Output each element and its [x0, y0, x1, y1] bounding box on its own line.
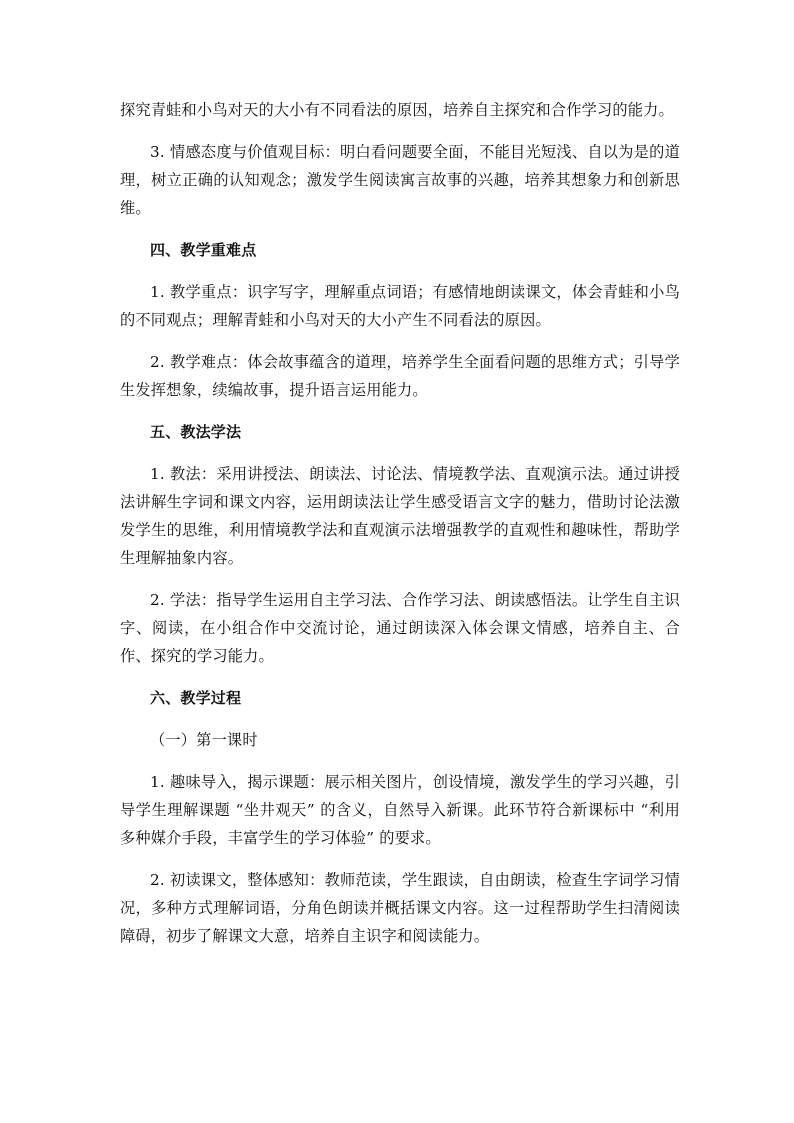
paragraph-teaching-methods: 1. 教法：采用讲授法、朗读法、讨论法、情境教学法、直观演示法。通过讲授法讲解生字词和课文内容，运用朗读法让学生感受语言文字的魅力，借助讨论法激发学生的思维，利用情境教学法和直观演示法增强教学的直观性和趣味性，帮助学生理解抽象内容。 — [120, 465, 680, 567]
paragraph-step-2: 2. 初读课文，整体感知：教师范读，学生跟读，自由朗读，检查生字词学习情况，多种方式理解词语，分角色朗读并概括课文内容。这一过程帮助学生扫清阅读障碍，初步了解课文大意，培养自主识字和阅读能力。 — [120, 871, 680, 945]
heading-key-difficulties: 四、教学重难点 — [150, 241, 257, 259]
paragraph-step-1: 1. 趣味导入，揭示课题：展示相关图片，创设情境，激发学生的学习兴趣，引导学生理解课题 “坐井观天” 的含义，自然导入新课。此环节符合新课标中 “利用多种媒介手段，丰富学生的学习体验” 的要求。 — [120, 773, 680, 847]
document-page — [120, 96, 680, 950]
paragraph-learning-methods: 2. 学法：指导学生运用自主学习法、合作学习法、朗读感悟法。让学生自主识字、阅读，在小组合作中交流讨论，通过朗读深入体会课文情感，培养自主、合作、探究的学习能力。 — [120, 591, 680, 665]
heading-methods: 五、教法学法 — [150, 423, 242, 441]
subheading-first-lesson: （一）第一课时 — [150, 731, 258, 749]
paragraph-goal-2-continuation: 探究青蛙和小鸟对天的大小有不同看法的原因，培养自主探究和合作学习的能力。 — [120, 101, 674, 119]
paragraph-difficulties: 2. 教学难点：体会故事蕴含的道理，培养学生全面看问题的思维方式；引导学生发挥想象，续编故事，提升语言运用能力。 — [120, 353, 680, 399]
paragraph-goal-3: 3. 情感态度与价值观目标：明白看问题要全面，不能目光短浅、自以为是的道理，树立正确的认知观念；激发学生阅读寓言故事的兴趣，培养其想象力和创新思维。 — [120, 143, 680, 217]
paragraph-key-points: 1. 教学重点：识字写字，理解重点词语；有感情地朗读课文，体会青蛙和小鸟的不同观点；理解青蛙和小鸟对天的大小产生不同看法的原因。 — [120, 283, 680, 329]
heading-teaching-process: 六、教学过程 — [150, 689, 242, 707]
